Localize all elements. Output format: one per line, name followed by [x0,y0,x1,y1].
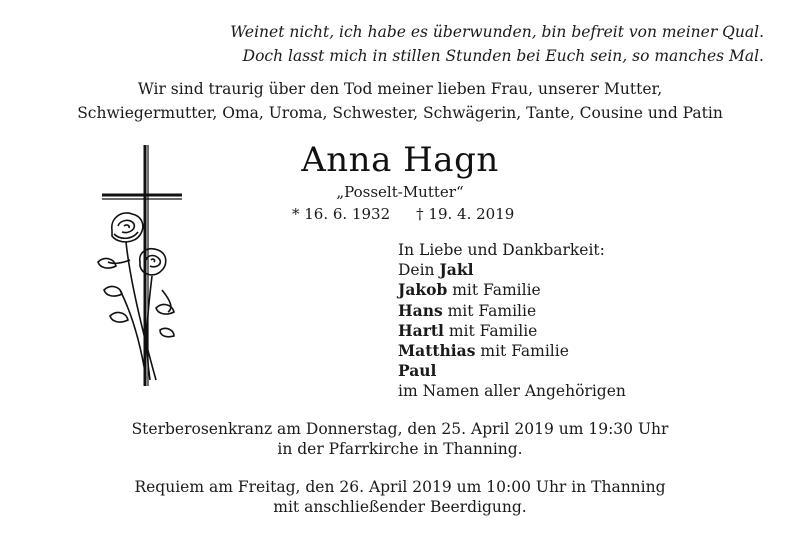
rosary-line-2: in der Pfarrkirche in Thanning. [277,440,523,458]
rosary-line-1: Sterberosenkranz am Donnerstag, den 25. April 2019 um 19:30 Uhr [131,420,669,438]
family-member: Hans mit Familie [398,300,537,320]
life-dates [292,203,514,225]
intro-line-2: Schwiegermutter, Oma, Uroma, Schwester, Schwägerin, Tante, Cousine und Patin [77,104,723,122]
deceased-nickname: „Posselt-Mutter“ [336,183,464,201]
requiem-line-2: mit anschließender Beerdigung. [273,498,527,516]
family-list [398,240,626,402]
family-closing: im Namen aller Angehörigen [398,382,626,401]
family-member: Dein Jakl [398,260,474,280]
rosary-notice [0,419,800,459]
birth-date: * 16. 6. 1932 [292,205,391,223]
cross-with-roses-icon [90,140,190,390]
poem-line-2: Doch lasst mich in stillen Stunden bei Euch sein, so manches Mal. [242,47,764,65]
family-heading: In Liebe und Dankbarkeit: [398,241,605,259]
requiem-notice [0,477,800,517]
deceased-name: Anna Hagn [301,140,499,180]
intro-text [0,77,800,125]
requiem-line-1: Requiem am Freitag, den 26. April 2019 um 10:00 Uhr in Thanning [134,478,666,496]
intro-line-1: Wir sind traurig über den Tod meiner lieben Frau, unserer Mutter, [137,80,663,98]
poem-quote [230,20,764,68]
family-member: Matthias mit Familie [398,341,569,361]
poem-line-1: Weinet nicht, ich habe es überwunden, bin befreit von meiner Qual. [230,23,764,41]
family-member: Paul [398,361,437,381]
death-date: † 19. 4. 2019 [416,205,515,223]
family-member: Jakob mit Familie [398,280,541,300]
family-member: Hartl mit Familie [398,320,538,340]
